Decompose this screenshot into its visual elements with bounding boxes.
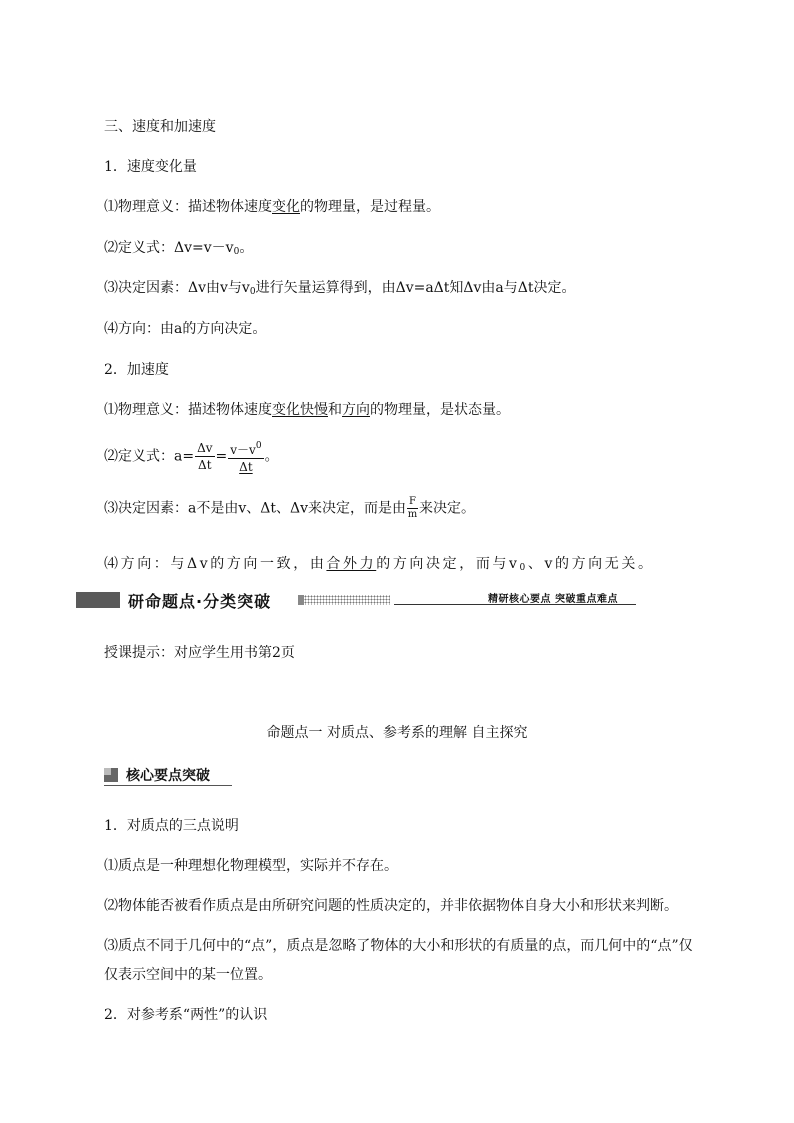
text: ⑵定义式：a= [104, 448, 195, 465]
text: ⑶决定因素：Δv由v与v [104, 280, 250, 296]
subsection-title: 1．速度变化量 [104, 159, 197, 175]
underlined-text: 变化 [272, 199, 300, 215]
formula-line [104, 496, 475, 521]
text: 和 [328, 402, 342, 418]
square-icon [104, 768, 118, 782]
underlined-text: 变化快慢 [272, 402, 328, 418]
core-points-label [104, 764, 232, 786]
text: ⑴物理意义：描述物体速度 [104, 402, 272, 418]
subsection-title: 2．对参考系“两性”的认识 [104, 1007, 268, 1023]
underlined-text: 方向 [342, 402, 370, 418]
paragraph: ⑵物体能否被看作质点是由所研究问题的性质决定的，并非依据物体自身大小和形状来判断。 [104, 898, 678, 914]
paragraph [104, 399, 510, 419]
subscript: 0 [233, 247, 240, 257]
numerator-text: v－v [230, 443, 256, 457]
subsection-title: 2．加速度 [104, 362, 169, 378]
subsection-title: 1．对质点的三点说明 [104, 818, 239, 834]
banner-tagline: 精研核心要点 突破重点难点 [488, 594, 618, 605]
section-heading: 三、速度和加速度 [104, 119, 216, 135]
numerator: F [409, 496, 416, 507]
core-points-text: 核心要点突破 [126, 768, 210, 784]
text: 的物理量，是过程量。 [300, 199, 440, 215]
text: ⑴物理意义：描述物体速度 [104, 199, 272, 215]
paragraph: 仅表示空间中的某一位置。 [104, 967, 272, 983]
paragraph [104, 237, 253, 257]
topic-title: 命题点一 对质点、参考系的理解 自主探究 [266, 725, 528, 741]
underlined-text: 合外力 [326, 556, 377, 572]
paragraph: ⑴质点是一种理想化物理模型，实际并不存在。 [104, 858, 398, 874]
paragraph: ⑶质点不同于几何中的“点”，质点是忽略了物体的大小和形状的有质量的点，而几何中的“点”仅 [104, 938, 693, 954]
text: ⑶决定因素：a不是由v、Δt、Δv来决定，而是由 [104, 500, 407, 517]
text: 的方向决定，而与v [376, 556, 520, 572]
equals-sign: = [215, 448, 228, 465]
teaching-hint: 授课提示：对应学生用书第2页 [104, 645, 295, 661]
banner-block [76, 592, 120, 608]
formula-line [104, 438, 279, 475]
paragraph: ⑷方向：由a的方向决定。 [104, 321, 267, 337]
numerator: Δv [197, 441, 213, 455]
fraction [195, 440, 214, 473]
denominator: Δt [198, 458, 212, 472]
numerator [228, 438, 263, 459]
subscript: 0 [519, 563, 528, 573]
banner-dot-pattern [304, 595, 390, 605]
denominator [228, 459, 263, 475]
paragraph [104, 553, 655, 573]
paragraph [104, 196, 440, 216]
text: ⑷方向：与Δv的方向一致，由 [104, 556, 327, 572]
banner-title: 研命题点·分类突破 [128, 592, 272, 611]
fraction [407, 496, 418, 521]
section-banner [76, 590, 636, 610]
text: 进行矢量运算得到，由Δv=aΔt知Δv由a与Δt决定。 [255, 280, 576, 296]
text: 。 [239, 240, 254, 256]
text: 的物理量，是状态量。 [370, 402, 510, 418]
text: ⑵定义式：Δv=v－v [104, 240, 234, 256]
text: 。 [264, 448, 279, 465]
text: 、v的方向无关。 [527, 556, 655, 572]
superscript: 0 [255, 441, 262, 451]
text: 来决定。 [418, 500, 475, 517]
paragraph [104, 277, 576, 297]
fraction [228, 438, 263, 475]
underlined-text: Δt [239, 460, 253, 474]
subscript: 0 [249, 287, 256, 297]
core-points-underline [104, 785, 232, 786]
denominator: m [407, 509, 418, 520]
